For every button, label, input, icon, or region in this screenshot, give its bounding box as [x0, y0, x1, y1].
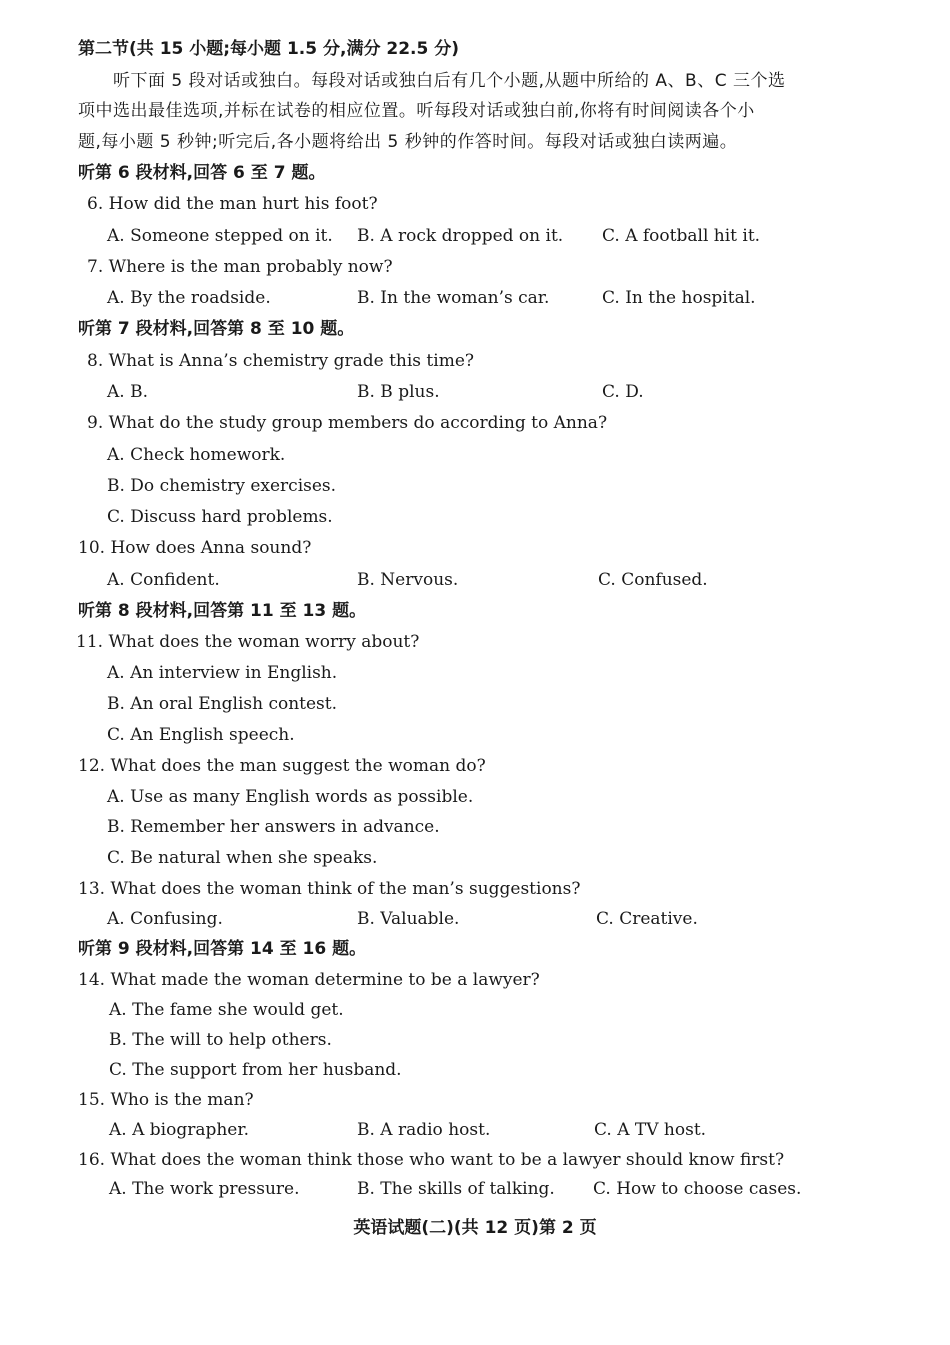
question-11-option-c[interactable]: C. An English speech.: [107, 725, 295, 745]
question-8-option-b[interactable]: B. B plus.: [357, 382, 440, 402]
question-14: 14. What made the woman determine to be a lawyer?: [78, 970, 540, 990]
question-6-option-c[interactable]: C. A football hit it.: [602, 226, 761, 246]
group-heading-8: 听第 8 段材料,回答第 11 至 13 题。: [78, 601, 367, 621]
question-7-option-a[interactable]: A. By the roadside.: [107, 288, 271, 308]
question-8-option-c[interactable]: C. D.: [602, 382, 644, 402]
section-heading: 第二节(共 15 小题;每小题 1.5 分,满分 22.5 分): [78, 39, 460, 59]
question-7-option-b[interactable]: B. In the woman’s car.: [357, 288, 550, 308]
question-8-option-a[interactable]: A. B.: [107, 382, 148, 402]
question-13-option-b[interactable]: B. Valuable.: [357, 909, 460, 929]
question-10-option-a[interactable]: A. Confident.: [107, 570, 220, 590]
question-10-option-c[interactable]: C. Confused.: [598, 570, 708, 590]
question-7: 7. Where is the man probably now?: [87, 257, 393, 277]
question-11: 11. What does the woman worry about?: [76, 632, 420, 652]
question-9-option-c[interactable]: C. Discuss hard problems.: [107, 507, 333, 527]
question-16-option-b[interactable]: B. The skills of talking.: [357, 1179, 555, 1199]
question-15-option-b[interactable]: B. A radio host.: [357, 1120, 491, 1140]
group-heading-7: 听第 7 段材料,回答第 8 至 10 题。: [78, 319, 355, 339]
group-heading-6: 听第 6 段材料,回答 6 至 7 题。: [78, 163, 326, 183]
question-15-option-a[interactable]: A. A biographer.: [109, 1120, 250, 1140]
question-12: 12. What does the man suggest the woman do?: [78, 756, 486, 776]
question-13: 13. What does the woman think of the man’s suggestions?: [78, 879, 581, 899]
question-14-option-a[interactable]: A. The fame she would get.: [109, 1000, 344, 1020]
question-6-option-b[interactable]: B. A rock dropped on it.: [357, 226, 564, 246]
question-15-option-c[interactable]: C. A TV host.: [594, 1120, 707, 1140]
question-8: 8. What is Anna’s chemistry grade this time?: [87, 351, 474, 371]
question-13-option-a[interactable]: A. Confusing.: [107, 909, 223, 929]
question-16-option-a[interactable]: A. The work pressure.: [109, 1179, 300, 1199]
question-11-option-a[interactable]: A. An interview in English.: [107, 663, 338, 683]
question-6: 6. How did the man hurt his foot?: [87, 194, 378, 214]
question-9-option-a[interactable]: A. Check homework.: [107, 445, 286, 465]
question-6-option-a[interactable]: A. Someone stepped on it.: [107, 226, 333, 246]
question-12-option-c[interactable]: C. Be natural when she speaks.: [107, 848, 378, 868]
question-16: 16. What does the woman think those who want to be a lawyer should know first?: [78, 1150, 785, 1170]
question-12-option-a[interactable]: A. Use as many English words as possible.: [107, 787, 474, 807]
question-14-option-b[interactable]: B. The will to help others.: [109, 1030, 332, 1050]
question-12-option-b[interactable]: B. Remember her answers in advance.: [107, 817, 440, 837]
question-13-option-c[interactable]: C. Creative.: [596, 909, 698, 929]
question-7-option-c[interactable]: C. In the hospital.: [602, 288, 756, 308]
question-10: 10. How does Anna sound?: [78, 538, 312, 558]
question-14-option-c[interactable]: C. The support from her husband.: [109, 1060, 402, 1080]
intro-line-3: 题,每小题 5 秒钟;听完后,各小题将给出 5 秒钟的作答时间。每段对话或独白读两遍。: [78, 132, 738, 152]
question-15: 15. Who is the man?: [78, 1090, 254, 1110]
page-footer: 英语试题(二)(共 12 页)第 2 页: [353, 1218, 597, 1238]
question-11-option-b[interactable]: B. An oral English contest.: [107, 694, 338, 714]
question-16-option-c[interactable]: C. How to choose cases.: [593, 1179, 802, 1199]
intro-line-1: 听下面 5 段对话或独白。每段对话或独白后有几个小题,从题中所给的 A、B、C 三个选: [113, 71, 786, 91]
intro-line-2: 项中选出最佳选项,并标在试卷的相应位置。听每段对话或独白前,你将有时间阅读各个小: [78, 101, 755, 121]
group-heading-9: 听第 9 段材料,回答第 14 至 16 题。: [78, 939, 367, 959]
question-10-option-b[interactable]: B. Nervous.: [357, 570, 459, 590]
question-9: 9. What do the study group members do according to Anna?: [87, 413, 608, 433]
question-9-option-b[interactable]: B. Do chemistry exercises.: [107, 476, 337, 496]
